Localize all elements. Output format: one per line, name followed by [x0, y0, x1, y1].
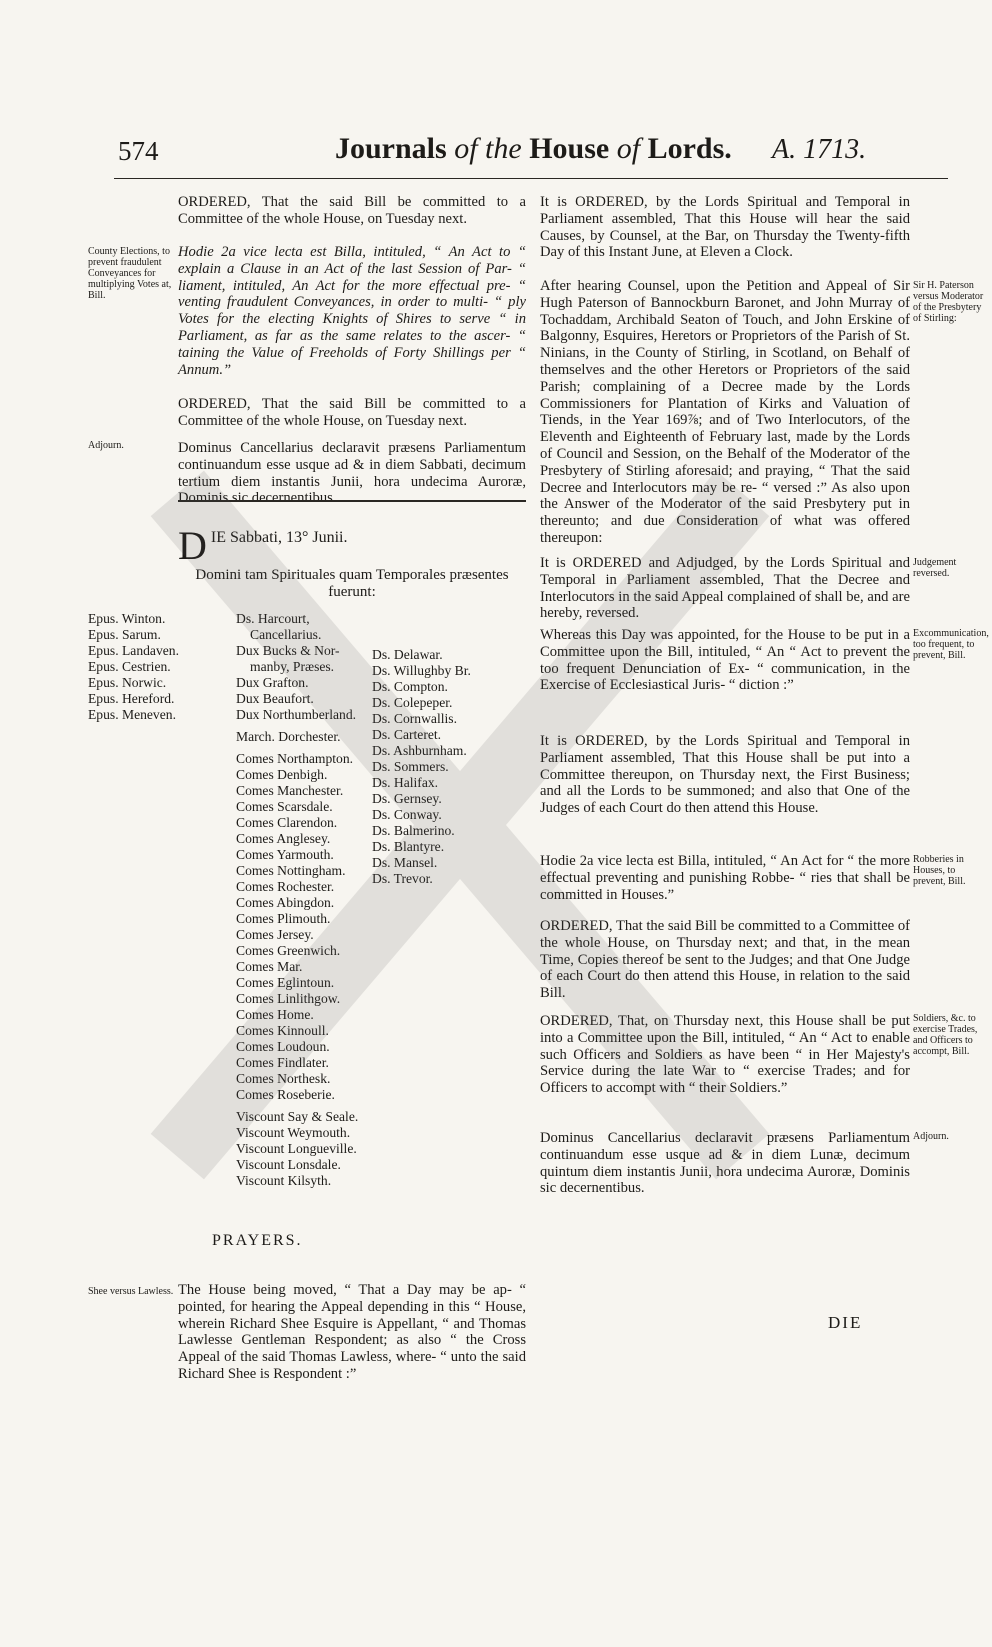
bishop-entry: Epus. Norwic. [88, 675, 167, 690]
bishops-list [88, 611, 179, 723]
title-word-1: Journals [335, 132, 447, 165]
bishop-entry: Epus. Cestrien. [88, 659, 171, 674]
bishop-entry: Epus. Meneven. [88, 707, 176, 722]
lord-entry: Comes Manchester. [236, 783, 344, 798]
lord-entry: Comes Nottingham. [236, 863, 346, 878]
lord-entry: Dux Grafton. [236, 675, 309, 690]
lord-entry: Comes Jersey. [236, 927, 314, 942]
left-para-1: ORDERED, That the said Bill be committed to a Committee of the whole House, on Tuesday next. [178, 194, 526, 227]
margin-note-adjourn-left: Adjourn. [88, 440, 124, 451]
lord-entry: Ds. Gernsey. [372, 791, 442, 806]
left-para-4: Dominus Cancellarius declaravit præsens Parliamentum continuandum esse usque ad & in diem Sabbati, decimum tertium diem instantis Junii, hora undecima Auroræ, Dominis sic decernentibus. [178, 440, 526, 507]
lord-entry: Comes Greenwich. [236, 943, 341, 958]
margin-note-paterson: Sir H. Paterson versus Moderator of the Presbytery of Stirling: [913, 280, 984, 324]
lord-entry: Comes Kinnoull. [236, 1023, 329, 1038]
lord-entry: Viscount Weymouth. [236, 1125, 351, 1140]
left-para-3: ORDERED, That the said Bill be committed to a Committee of the whole House, on Tuesday next. [178, 396, 526, 429]
lord-entry: Viscount Say & Seale. [236, 1109, 359, 1124]
right-para-1: It is ORDERED, by the Lords Spiritual and Temporal in Parliament assembled, That this House will hear the said Causes, by Counsel, at the Bar, on Thursday the Twenty-fifth Day of this Instant June, at Eleven a Clock. [540, 194, 910, 261]
title-word-5: Lords. [647, 132, 732, 165]
lord-entry: Comes Denbigh. [236, 767, 328, 782]
lord-entry: Comes Linlithgow. [236, 991, 341, 1006]
bishop-entry: Epus. Winton. [88, 611, 166, 626]
lord-entry: Ds. Willughby Br. [372, 663, 471, 678]
lord-entry: Ds. Mansel. [372, 855, 438, 870]
title-word-4: of [616, 132, 641, 165]
section-rule [178, 500, 526, 502]
lord-entry: Ds. Sommers. [372, 759, 449, 774]
bishop-entry: Epus. Landaven. [88, 643, 179, 658]
lord-entry: Ds. Colepeper. [372, 695, 453, 710]
lord-entry: Comes Scarsdale. [236, 799, 333, 814]
margin-note-adjourn-right: Adjourn. [913, 1131, 949, 1142]
running-title [335, 132, 732, 166]
die-heading-text: IE Sabbati, 13° Junii. [210, 529, 348, 546]
lord-entry: Cancellarius. [250, 627, 322, 642]
lord-entry: Comes Anglesey. [236, 831, 331, 846]
lord-entry: Ds. Harcourt, [236, 611, 310, 626]
lord-entry: Dux Beaufort. [236, 691, 314, 706]
margin-note-county-elections: County Elections, to prevent fraudulent Conveyances for multiplying Votes at, Bill. [88, 246, 172, 301]
lord-entry: Ds. Delawar. [372, 647, 443, 662]
right-para-8: ORDERED, That, on Thursday next, this House shall be put into a Committee upon the Bill, intituled, “ An “ Act to enable such Officers and Soldiers as have been “ in Her Majesty's Service during the late War to “ exercise Trades; and for Officers to accompt with “ their Soldiers.” [540, 1013, 910, 1097]
margin-note-robberies: Robberies in Houses, to prevent, Bill. [913, 854, 966, 887]
margin-note-shee: Shee versus Lawless. [88, 1286, 174, 1297]
lord-entry: Ds. Blantyre. [372, 839, 445, 854]
lord-entry: Comes Yarmouth. [236, 847, 334, 862]
lord-entry: Comes Northampton. [236, 751, 354, 766]
lord-entry: Comes Plimouth. [236, 911, 331, 926]
lord-entry: Ds. Carteret. [372, 727, 442, 742]
right-para-6: Hodie 2a vice lecta est Billa, intituled, “ An Act for “ the more effectual preventing and punishing Robbe- “ ries that shall be committed in Houses.” [540, 853, 910, 903]
lord-entry: Ds. Trevor. [372, 871, 433, 886]
prayers-heading: PRAYERS. [212, 1232, 303, 1249]
lord-entry: Comes Loudoun. [236, 1039, 330, 1054]
right-para-9: Dominus Cancellarius declaravit præsens Parliamentum continuandum esse usque ad & in diem Lunæ, decimum quintum diem instantis Junii, hora undecima Auroræ, Dominis sic decernentibus. [540, 1130, 910, 1197]
catchword: DIE [828, 1313, 863, 1332]
present-heading: Domini tam Spirituales quam Temporales præsentes fuerunt: [195, 567, 509, 600]
lord-entry: Ds. Conway. [372, 807, 442, 822]
lord-entry: Comes Roseberie. [236, 1087, 335, 1102]
margin-note-soldiers: Soldiers, &c. to exercise Trades, and Officers to accompt, Bill. [913, 1013, 978, 1057]
drop-cap-d: D [178, 523, 207, 568]
title-word-3: House [529, 132, 610, 165]
right-para-4: Whereas this Day was appointed, for the House to be put in a Committee upon the Bill, intituled, “ An “ Act to prevent the too frequent Denunciation of Ex- “ communication, in the Exercise of Ecclesiastical Juris- “ diction :” [540, 627, 910, 694]
lord-entry: Ds. Compton. [372, 679, 448, 694]
title-word-2: of the [454, 132, 522, 165]
lord-entry: Comes Eglintoun. [236, 975, 335, 990]
year-heading: A. 1713. [772, 134, 867, 165]
lord-entry: Viscount Kilsyth. [236, 1173, 332, 1188]
lord-entry: Comes Findlater. [236, 1055, 329, 1070]
lord-entry: Dux Northumberland. [236, 707, 357, 722]
lord-entry: Comes Clarendon. [236, 815, 338, 830]
right-para-3: It is ORDERED and Adjudged, by the Lords Spiritual and Temporal in Parliament assembled, That the Decree and Interlocutors in the said Appeal complained of shall be, and are hereby, reversed. [540, 555, 910, 622]
lord-entry: Comes Abingdon. [236, 895, 335, 910]
right-para-5: It is ORDERED, by the Lords Spiritual and Temporal in Parliament assembled, That this House shall be put into a Committee thereupon, on Thursday next, the First Business; and all the Lords to be summoned; and also that One of the Judges of each Court do then attend this House. [540, 733, 910, 817]
page-number: 574 [118, 136, 159, 166]
right-para-7: ORDERED, That the said Bill be committed to a Committee of the whole House, on Thursday next; and that, in the mean Time, Copies thereof be sent to the Judges; and that One Judge of each Court do then attend this House, in relation to the said Bill. [540, 918, 910, 1002]
lord-entry: March. Dorchester. [236, 729, 341, 744]
lord-entry: Ds. Ashburnham. [372, 743, 467, 758]
margin-note-judgement: Judgement reversed. [913, 557, 957, 579]
left-para-2: Hodie 2a vice lecta est Billa, intituled, “ An Act to “ explain a Clause in an Act of the last Session of Par- “ liament, intituled, An Act for the more effectual pre- “ venting fraudulent Conveyances, in order to multi- “ ply Votes for the electing Knights of Shires to serve “ in Parliament, as far as the same relates to the ascer- “ taining the Value of Freeholds of Forty Shillings per “ Annum.” [178, 244, 526, 378]
lord-entry: Comes Home. [236, 1007, 314, 1022]
lord-entry: Ds. Cornwallis. [372, 711, 457, 726]
lord-entry: Dux Bucks & Nor- [236, 643, 340, 658]
lord-entry: Viscount Lonsdale. [236, 1157, 341, 1172]
header-rule [114, 178, 948, 179]
lord-entry: Ds. Balmerino. [372, 823, 455, 838]
lord-entry: Ds. Halifax. [372, 775, 439, 790]
lords-list-2 [372, 647, 471, 887]
left-para-5: The House being moved, “ That a Day may be ap- “ pointed, for hearing the Appeal depending in this “ House, wherein Richard Shee Esquire is Appellant, “ and Thomas Lawlesse Gentleman Respondent; as also “ the Cross Appeal of the said Thomas Lawless, where- “ unto the said Richard Shee is Respondent :” [178, 1282, 526, 1382]
margin-note-excommunication: Excommunication, too frequent, to prevent, Bill. [913, 628, 989, 661]
lord-entry: Comes Mar. [236, 959, 303, 974]
lord-entry: Viscount Longueville. [236, 1141, 357, 1156]
bishop-entry: Epus. Sarum. [88, 627, 161, 642]
lord-entry: manby, Præses. [250, 659, 335, 674]
right-para-2: After hearing Counsel, upon the Petition and Appeal of Sir Hugh Paterson of Bannockburn Baronet, and John Murray of Tochaddam, Archibald Seaton of Touch, and John Erskine of Balgonny, Esquires, Heretors or Proprietors of the Parish of St. Ninians, in the County of Stirling, in Scotland, on Behalf of themselves and the other Heretors or Proprietors of the said Parish; complaining of a Decree made by the Lords Commissioners for Plantation of Kirks and Valuation of Tiends, in the Year 169⅞; and of Two Interlocutors, of the Eleventh and Eighteenth of February last, made by the Lords of Council and Session, on the Behalf of the Moderator of the Presbytery of Stirling aforesaid; and praying, “ That the said Decree and Interlocutors may be re- “ versed :” As also upon the Answer of the Moderator of the said Presbytery put in thereunto; and due Consideration of what was offered thereupon: [540, 278, 910, 546]
lords-list-1 [236, 611, 358, 1189]
bishop-entry: Epus. Hereford. [88, 691, 175, 706]
die-heading [178, 523, 526, 568]
lord-entry: Comes Rochester. [236, 879, 335, 894]
lord-entry: Comes Northesk. [236, 1071, 331, 1086]
